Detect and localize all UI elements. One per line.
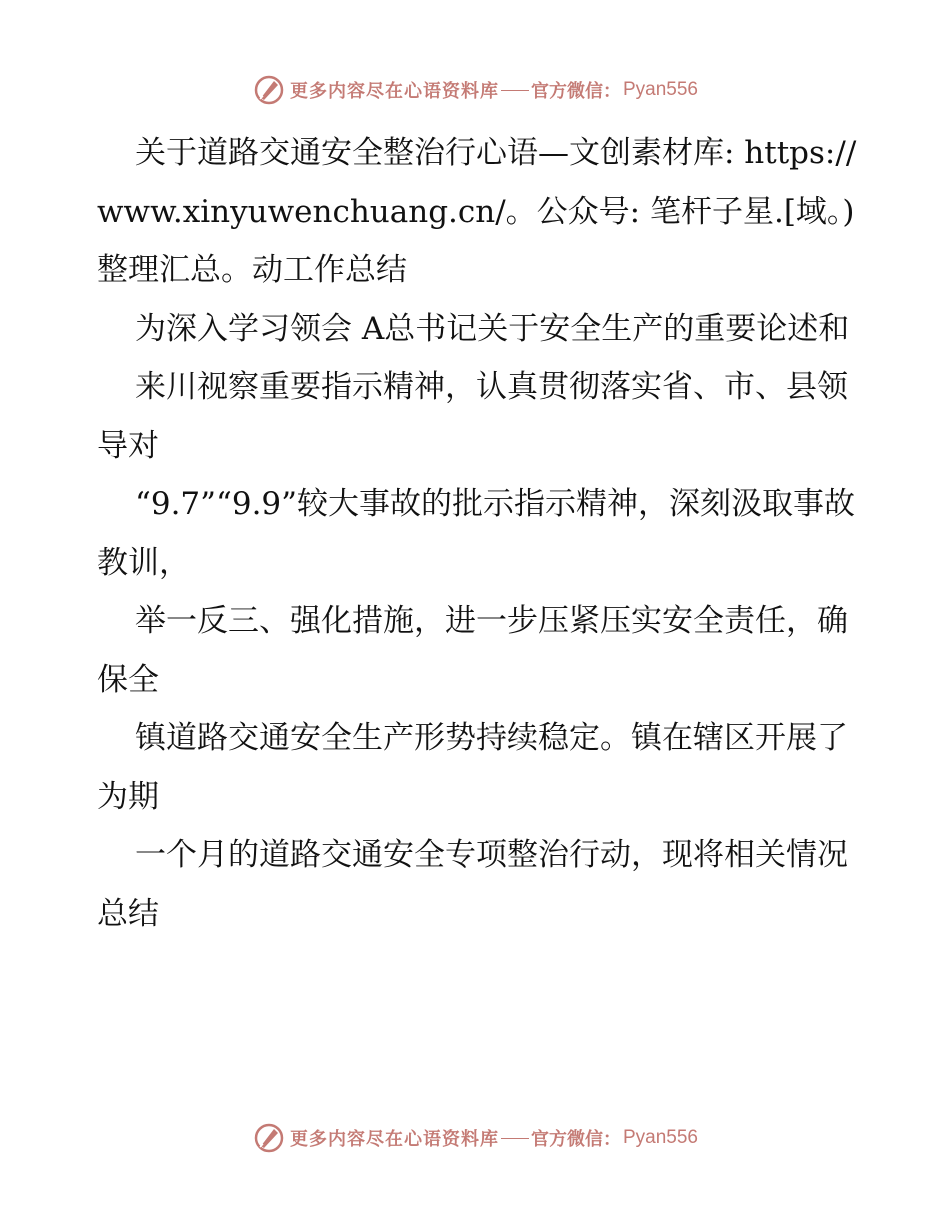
watermark-wechat-id: Pyan556 [622, 79, 698, 100]
paragraph: 为深入学习领会 A总书记关于安全生产的重要论述和 [135, 310, 850, 347]
paragraph: 一个月的道路交通安全专项整治行动，现将相关情况总结 [97, 837, 848, 932]
watermark-wechat-label: 官方微信： [530, 1129, 621, 1150]
header-watermark [0, 70, 950, 110]
pen-nib-icon [252, 1121, 286, 1155]
watermark-wechat-label: 官方微信： [530, 81, 621, 102]
paragraph: 关于道路交通安全整治行心语—文创素材库: https://www.xinyuwenchuang.cn/。公众号: 笔杆子星.[域。)整理汇总。动工作总结 [97, 135, 857, 288]
paragraph: 举一反三、强化措施，进一步压紧压实安全责任，确保全 [97, 603, 848, 698]
document-body [97, 124, 857, 943]
footer-watermark [0, 1118, 950, 1158]
paragraph: “9.7”“9.9”较大事故的批示指示精神，深刻汲取事故教训， [97, 486, 855, 581]
paragraph: 来川视察重要指示精神，认真贯彻落实省、市、县领导对 [97, 369, 848, 464]
watermark-site-text: 更多内容尽在心语资料库 [289, 1129, 499, 1150]
pen-nib-icon [252, 73, 286, 107]
watermark-site-text: 更多内容尽在心语资料库 [289, 81, 499, 102]
watermark-separator [501, 1138, 529, 1139]
watermark-wechat-id: Pyan556 [622, 1127, 698, 1148]
paragraph: 镇道路交通安全生产形势持续稳定。镇在辖区开展了为期 [97, 720, 848, 815]
watermark-separator [501, 90, 529, 91]
